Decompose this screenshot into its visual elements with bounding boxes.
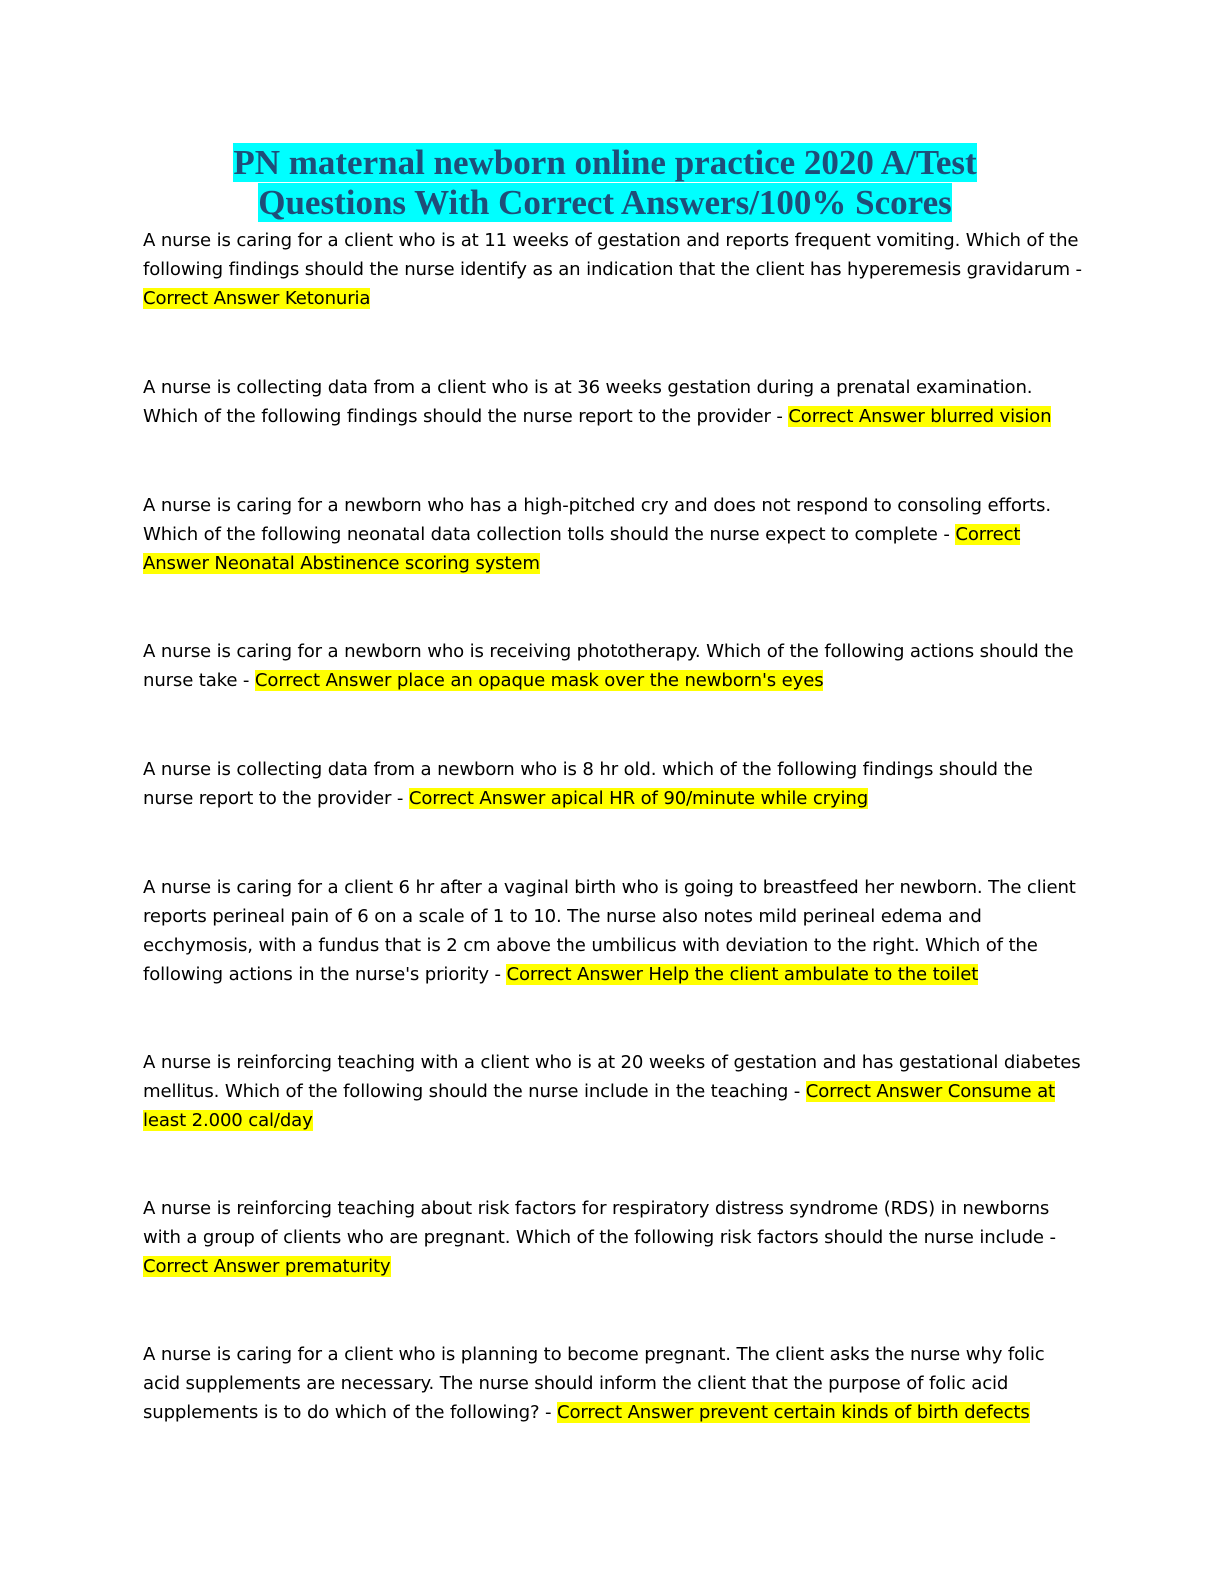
question-item-2 <box>143 373 1083 431</box>
question-item-8 <box>143 1194 1083 1281</box>
question-text: A nurse is reinforcing teaching with a client who is at 20 weeks of gestation and has gestational diabetes mellitus. Which of the following should the nurse include in the teaching - <box>143 1052 1081 1102</box>
question-item-7 <box>143 1048 1083 1135</box>
question-item-1 <box>143 226 1083 313</box>
question-text: A nurse is caring for a newborn who has a high-pitched cry and does not respond to consoling efforts. Which of the following neonatal data collection tolls should the nurse expect to complete - <box>143 495 1051 545</box>
correct-answer-highlight: Correct Answer blurred vision <box>788 406 1052 427</box>
question-text: A nurse is reinforcing teaching about risk factors for respiratory distress syndrome (RDS) in newborns with a group of clients who are pregnant. Which of the following risk factors should the nurse include - <box>143 1198 1056 1248</box>
question-item-5 <box>143 755 1083 813</box>
document-title <box>140 143 1070 223</box>
question-text: A nurse is collecting data from a newborn who is 8 hr old. which of the following findings should the nurse report to the provider - <box>143 759 1033 809</box>
question-text: A nurse is caring for a client who is at 11 weeks of gestation and reports frequent vomiting. Which of the following findings should the nurse identify as an indication that the client has hyperemesis gravidarum - <box>143 230 1082 280</box>
correct-answer-highlight: Correct Answer Help the client ambulate to the toilet <box>506 964 979 985</box>
question-text: A nurse is caring for a client who is planning to become pregnant. The client asks the nurse why folic acid supplements are necessary. The nurse should inform the client that the purpose of folic acid supplements is to do which of the following? - <box>143 1344 1045 1423</box>
question-item-9 <box>143 1340 1083 1427</box>
question-item-3 <box>143 491 1083 578</box>
correct-answer-highlight: Correct Answer apical HR of 90/minute while crying <box>408 788 869 809</box>
correct-answer-highlight: Correct Answer Neonatal Abstinence scoring system <box>143 524 1021 574</box>
question-text: A nurse is caring for a newborn who is receiving phototherapy. Which of the following actions should the nurse take - <box>143 641 1074 691</box>
correct-answer-highlight: Correct Answer Consume at least 2.000 cal/day <box>143 1081 1055 1131</box>
correct-answer-highlight: Correct Answer prematurity <box>143 1256 391 1277</box>
question-text: A nurse is caring for a client 6 hr after a vaginal birth who is going to breastfeed her newborn. The client reports perineal pain of 6 on a scale of 1 to 10. The nurse also notes mild perineal edema and ecchymosis, with a fundus that is 2 cm above the umbilicus with deviation to the right. Which of the following actions in the nurse's priority - <box>143 877 1076 985</box>
title-line-2: Questions With Correct Answers/100% Scores <box>258 183 952 222</box>
question-item-6 <box>143 873 1083 989</box>
title-line-1: PN maternal newborn online practice 2020 A/Test <box>233 143 977 182</box>
question-text: A nurse is collecting data from a client who is at 36 weeks gestation during a prenatal examination. Which of the following findings should the nurse report to the provider - <box>143 377 1033 427</box>
correct-answer-highlight: Correct Answer Ketonuria <box>143 288 371 309</box>
correct-answer-highlight: Correct Answer prevent certain kinds of birth defects <box>556 1402 1030 1423</box>
correct-answer-highlight: Correct Answer place an opaque mask over the newborn's eyes <box>254 670 824 691</box>
question-item-4 <box>143 637 1083 695</box>
